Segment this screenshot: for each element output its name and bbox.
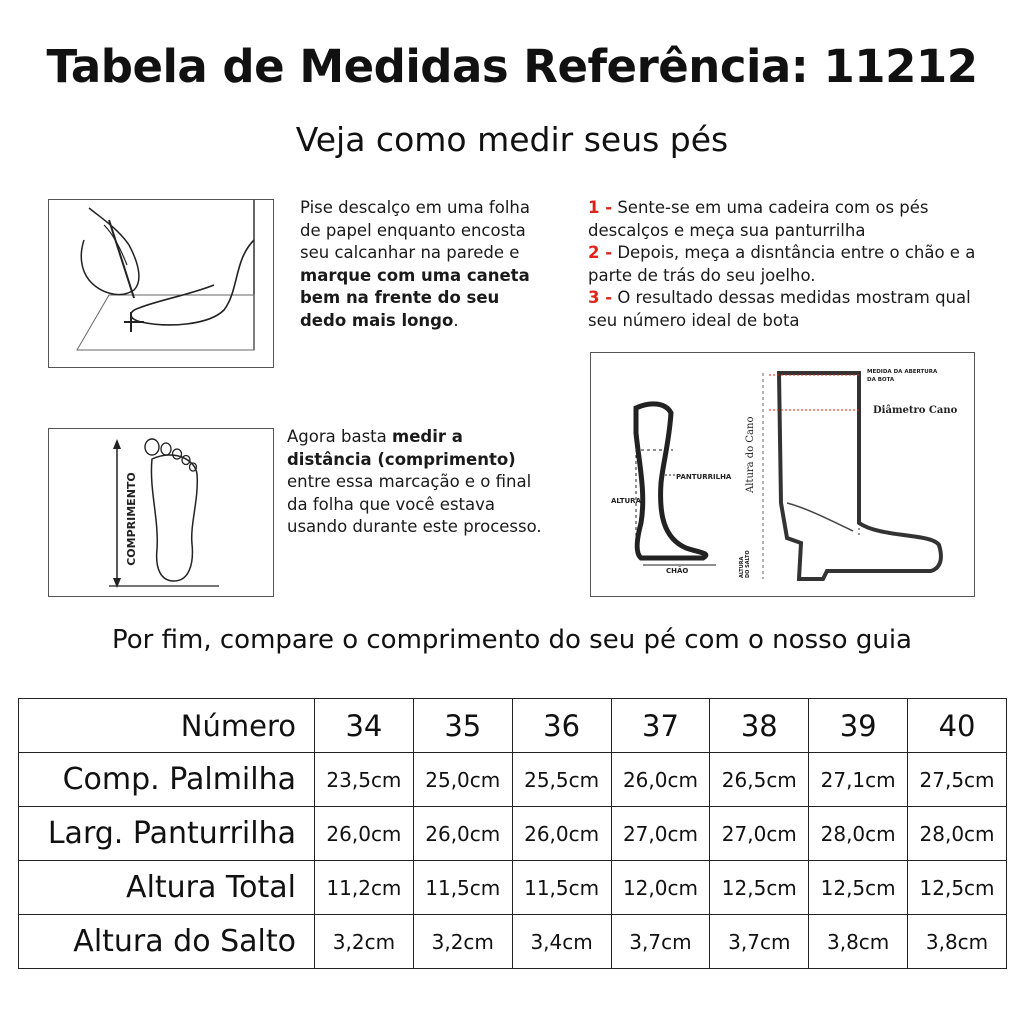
boot-step-2-text: Depois, meça a disntância entre o chão e a parte de trás do seu joelho. xyxy=(588,243,976,285)
table-cell: 23,5cm xyxy=(315,753,414,807)
step-mark-end: . xyxy=(453,310,459,330)
boot-height-label: Altura do Cano xyxy=(745,416,756,493)
page-subtitle: Veja como medir seus pés xyxy=(295,120,729,159)
comprimento-label: COMPRIMENTO xyxy=(125,472,138,566)
compare-instruction: Por fim, compare o comprimento do seu pé com o nosso guia xyxy=(112,625,912,655)
step-measure-description xyxy=(287,426,545,539)
row-label: Altura do Salto xyxy=(19,915,315,969)
table-cell: 3,8cm xyxy=(908,915,1007,969)
table-cell: 26,0cm xyxy=(413,807,512,861)
table-cell: 11,5cm xyxy=(413,861,512,915)
step-measure-end: entre essa marcação e o final da folha que você estava usando durante este processo. xyxy=(287,472,542,536)
boot-step-1-number: 1 - xyxy=(588,198,613,217)
foot-length-drawing xyxy=(49,429,273,596)
table-cell: 12,0cm xyxy=(611,861,710,915)
row-label: Altura Total xyxy=(19,861,315,915)
table-cell: 11,2cm xyxy=(315,861,414,915)
size-cell: 39 xyxy=(809,699,908,753)
row-label: Comp. Palmilha xyxy=(19,753,315,807)
boot-step-3-text: O resultado dessas medidas mostram qual seu número ideal de bota xyxy=(588,288,971,330)
boot-measure-illustration xyxy=(590,352,975,597)
step-measure-bold: medir a distância (comprimento) xyxy=(287,427,516,469)
table-cell: 26,5cm xyxy=(710,753,809,807)
heel-height-label-2: DO SALTO xyxy=(745,550,751,578)
table-cell: 26,0cm xyxy=(512,807,611,861)
boot-measure-drawing xyxy=(591,353,974,596)
step-mark-text: Pise descalço em uma folha de papel enquanto encosta seu calcanhar na parede e xyxy=(300,198,530,262)
size-cell: 40 xyxy=(908,699,1007,753)
boot-opening-label-1: MEDIDA DA ABERTURA xyxy=(867,369,938,375)
boot-diameter-label: Diâmetro Cano xyxy=(873,405,958,416)
boot-opening-label-2: DA BOTA xyxy=(867,377,895,383)
table-cell: 27,0cm xyxy=(611,807,710,861)
table-cell: 3,2cm xyxy=(413,915,512,969)
table-cell: 12,5cm xyxy=(908,861,1007,915)
boot-step-1-text: Sente-se em uma cadeira com os pés descalços e meça sua panturrilha xyxy=(588,198,929,240)
step-mark-bold: marque com uma caneta bem na frente do seu dedo mais longo xyxy=(300,265,530,330)
size-cell: 38 xyxy=(710,699,809,753)
leg-calf-label: PANTURRILHA xyxy=(676,473,732,481)
heel-height-label-1: ALTURA xyxy=(739,556,745,578)
leg-floor-label: CHÃO xyxy=(666,567,689,575)
table-cell: 3,7cm xyxy=(710,915,809,969)
table-row xyxy=(19,807,1007,861)
table-cell: 27,1cm xyxy=(809,753,908,807)
table-cell: 12,5cm xyxy=(809,861,908,915)
size-cell: 37 xyxy=(611,699,710,753)
table-row xyxy=(19,753,1007,807)
table-cell: 25,5cm xyxy=(512,753,611,807)
boot-steps xyxy=(588,197,983,332)
foot-marking-drawing xyxy=(49,200,273,367)
table-cell: 27,0cm xyxy=(710,807,809,861)
table-cell: 12,5cm xyxy=(710,861,809,915)
page-title: Tabela de Medidas Referência: 11212 xyxy=(46,40,978,93)
table-cell: 3,7cm xyxy=(611,915,710,969)
table-cell: 25,0cm xyxy=(413,753,512,807)
boot-step-3-number: 3 - xyxy=(588,288,613,307)
table-cell: 3,2cm xyxy=(315,915,414,969)
table-header-row xyxy=(19,699,1007,753)
row-label: Larg. Panturrilha xyxy=(19,807,315,861)
table-row xyxy=(19,861,1007,915)
table-cell: 26,0cm xyxy=(315,807,414,861)
table-row xyxy=(19,915,1007,969)
foot-length-illustration xyxy=(48,428,274,597)
step-mark-description xyxy=(300,197,540,332)
boot-step-2-number: 2 - xyxy=(588,243,613,262)
leg-height-label: ALTURA xyxy=(611,497,641,505)
size-cell: 36 xyxy=(512,699,611,753)
step-measure-text: Agora basta xyxy=(287,427,393,446)
table-cell: 28,0cm xyxy=(908,807,1007,861)
table-cell: 26,0cm xyxy=(611,753,710,807)
table-cell: 27,5cm xyxy=(908,753,1007,807)
table-cell: 3,4cm xyxy=(512,915,611,969)
size-cell: 34 xyxy=(315,699,414,753)
size-cell: 35 xyxy=(413,699,512,753)
table-cell: 28,0cm xyxy=(809,807,908,861)
table-cell: 3,8cm xyxy=(809,915,908,969)
size-header-label: Número xyxy=(19,699,315,753)
table-cell: 11,5cm xyxy=(512,861,611,915)
foot-marking-illustration xyxy=(48,199,274,368)
size-table xyxy=(18,698,1007,969)
